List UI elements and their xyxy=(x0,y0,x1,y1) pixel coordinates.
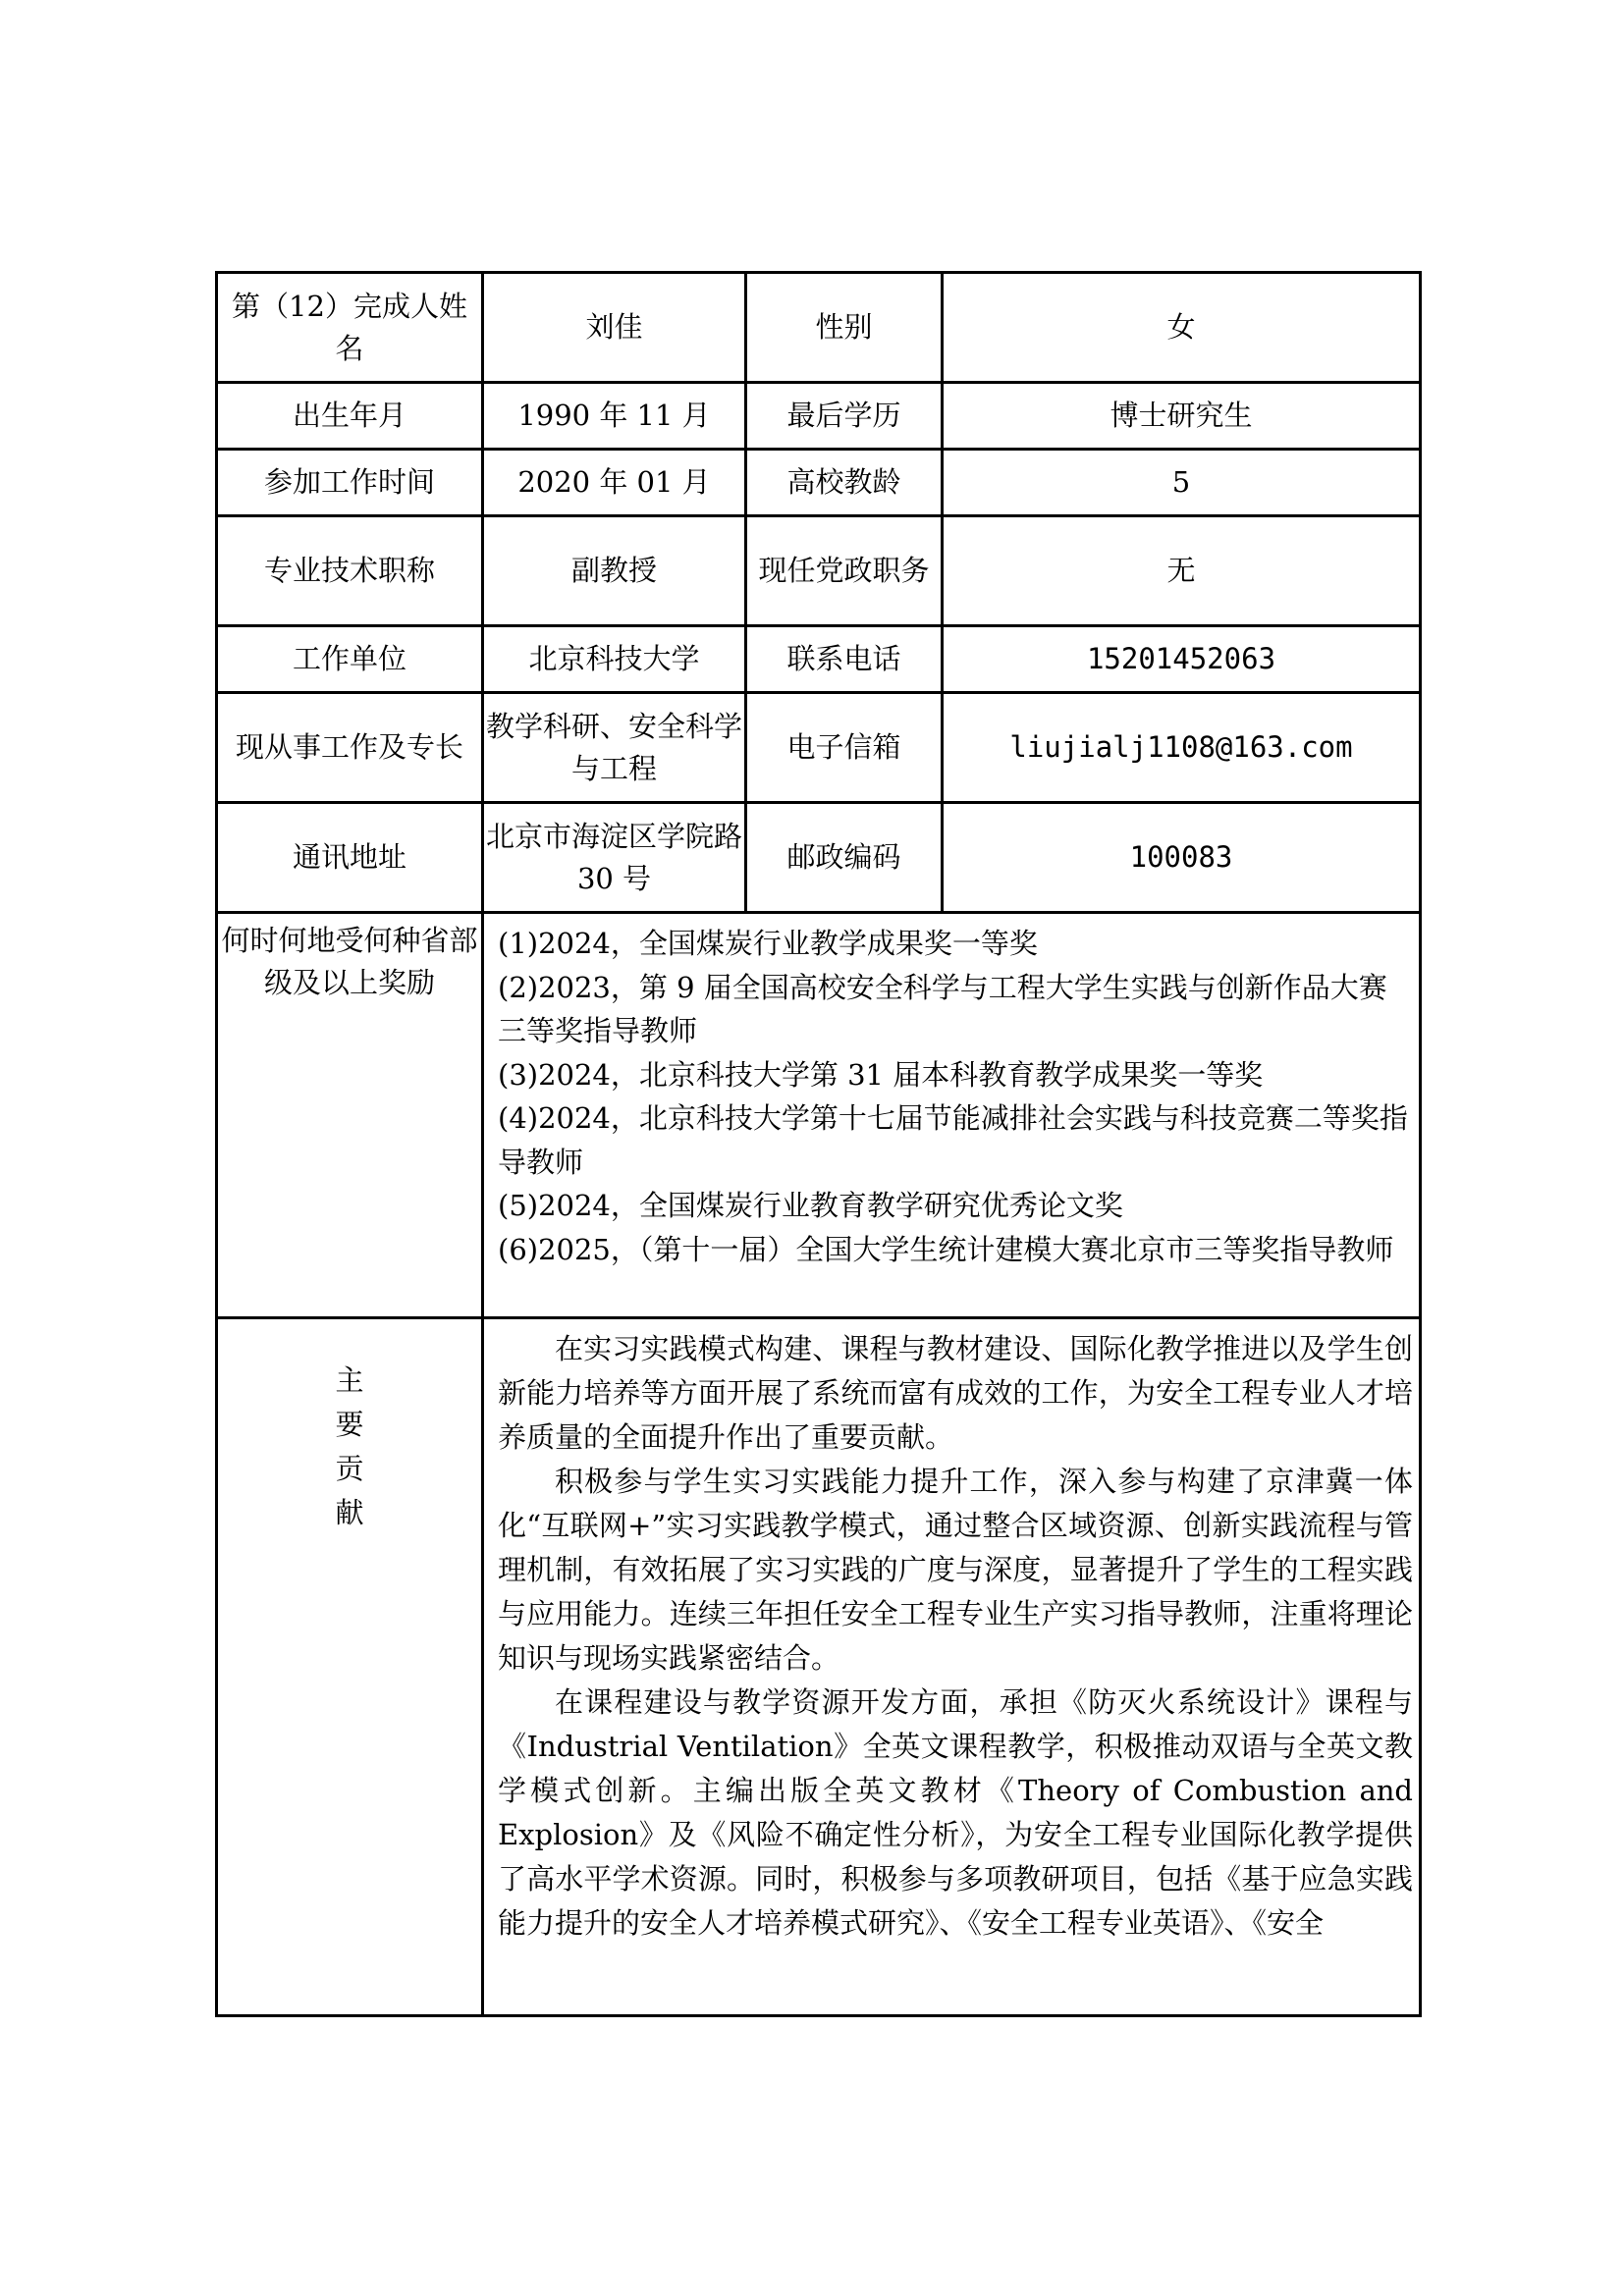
label-char: 献 xyxy=(335,1496,364,1529)
education-label: 最后学历 xyxy=(746,383,943,450)
postcode-label: 邮政编码 xyxy=(746,803,943,913)
education-value: 博士研究生 xyxy=(943,383,1421,450)
birth-value: 1990 年 11 月 xyxy=(483,383,746,450)
employer-label: 工作单位 xyxy=(217,626,483,693)
award-item: (1)2024，全国煤炭行业教学成果奖一等奖 xyxy=(498,927,1038,960)
specialty-value: 教学科研、安全科学与工程 xyxy=(483,693,746,803)
email-label: 电子信箱 xyxy=(746,693,943,803)
contribution-paragraph: 在课程建设与教学资源开发方面，承担《防灭火系统设计》课程与《Industrial Ventilation》全英文课程教学，积极推动双语与全英文教学模式创新。主编出版全英文教材《Theory of Combustion and Explosion》及《风险不确定性分析》，为安全工程专业国际化教学提供了高水平学术资源。同时，积极参与多项教研项目，包括《基于应急实践能力提升的安全人才培养模式研究》、《安全工程专业英语》、《安全 xyxy=(498,1685,1413,1940)
teaching-years-label: 高校教龄 xyxy=(746,450,943,516)
title-value: 副教授 xyxy=(483,516,746,626)
party-position-value: 无 xyxy=(943,516,1421,626)
awards-list xyxy=(483,913,1421,1318)
label-char: 要 xyxy=(335,1408,364,1441)
birth-label: 出生年月 xyxy=(217,383,483,450)
contribution-paragraph: 积极参与学生实习实践能力提升工作，深入参与构建了京津冀一体化“互联网+”实习实践教学模式，通过整合区域资源、创新实践流程与管理机制，有效拓展了实习实践的广度与深度，显著提升了学生的工程实践与应用能力。连续三年担任安全工程专业生产实习指导教师，注重将理论知识与现场实践紧密结合。 xyxy=(498,1465,1413,1675)
table-row xyxy=(217,803,1421,913)
label-char: 主 xyxy=(335,1363,364,1397)
award-item: (2)2023，第 9 届全国高校安全科学与工程大学生实践与创新作品大赛三等奖指导教师 xyxy=(498,970,1387,1047)
awards-row xyxy=(217,913,1421,1318)
gender-label: 性别 xyxy=(746,273,943,383)
address-label: 通讯地址 xyxy=(217,803,483,913)
party-position-label: 现任党政职务 xyxy=(746,516,943,626)
phone-label: 联系电话 xyxy=(746,626,943,693)
contribution-text xyxy=(483,1318,1421,2016)
table-row xyxy=(217,450,1421,516)
teaching-years-value: 5 xyxy=(943,450,1421,516)
personnel-info-table xyxy=(215,271,1422,2017)
email-value: liujialj1108@163.com xyxy=(943,693,1421,803)
specialty-label: 现从事工作及专长 xyxy=(217,693,483,803)
label-char: 贡 xyxy=(335,1452,364,1485)
address-value: 北京市海淀区学院路 30 号 xyxy=(483,803,746,913)
table-row xyxy=(217,383,1421,450)
award-item: (4)2024，北京科技大学第十七届节能减排社会实践与科技竞赛二等奖指导教师 xyxy=(498,1101,1408,1179)
postcode-value: 100083 xyxy=(943,803,1421,913)
award-item: (3)2024，北京科技大学第 31 届本科教育教学成果奖一等奖 xyxy=(498,1057,1264,1092)
table-row xyxy=(217,693,1421,803)
awards-label: 何时何地受何种省部级及以上奖励 xyxy=(217,913,483,1318)
name-value: 刘佳 xyxy=(483,273,746,383)
table-row xyxy=(217,626,1421,693)
table-row xyxy=(217,516,1421,626)
title-label: 专业技术职称 xyxy=(217,516,483,626)
gender-value: 女 xyxy=(943,273,1421,383)
award-item: (5)2024，全国煤炭行业教育教学研究优秀论文奖 xyxy=(498,1189,1123,1222)
contribution-paragraph: 在实习实践模式构建、课程与教材建设、国际化教学推进以及学生创新能力培养等方面开展了系统而富有成效的工作，为安全工程专业人才培养质量的全面提升作出了重要贡献。 xyxy=(498,1332,1413,1454)
contribution-row xyxy=(217,1318,1421,2016)
employer-value: 北京科技大学 xyxy=(483,626,746,693)
work-start-label: 参加工作时间 xyxy=(217,450,483,516)
table-row xyxy=(217,273,1421,383)
contribution-label xyxy=(217,1318,483,2016)
work-start-value: 2020 年 01 月 xyxy=(483,450,746,516)
name-label: 第（12）完成人姓名 xyxy=(217,273,483,383)
award-item: (6)2025，（第十一届）全国大学生统计建模大赛北京市三等奖指导教师 xyxy=(498,1232,1394,1266)
phone-value: 15201452063 xyxy=(943,626,1421,693)
